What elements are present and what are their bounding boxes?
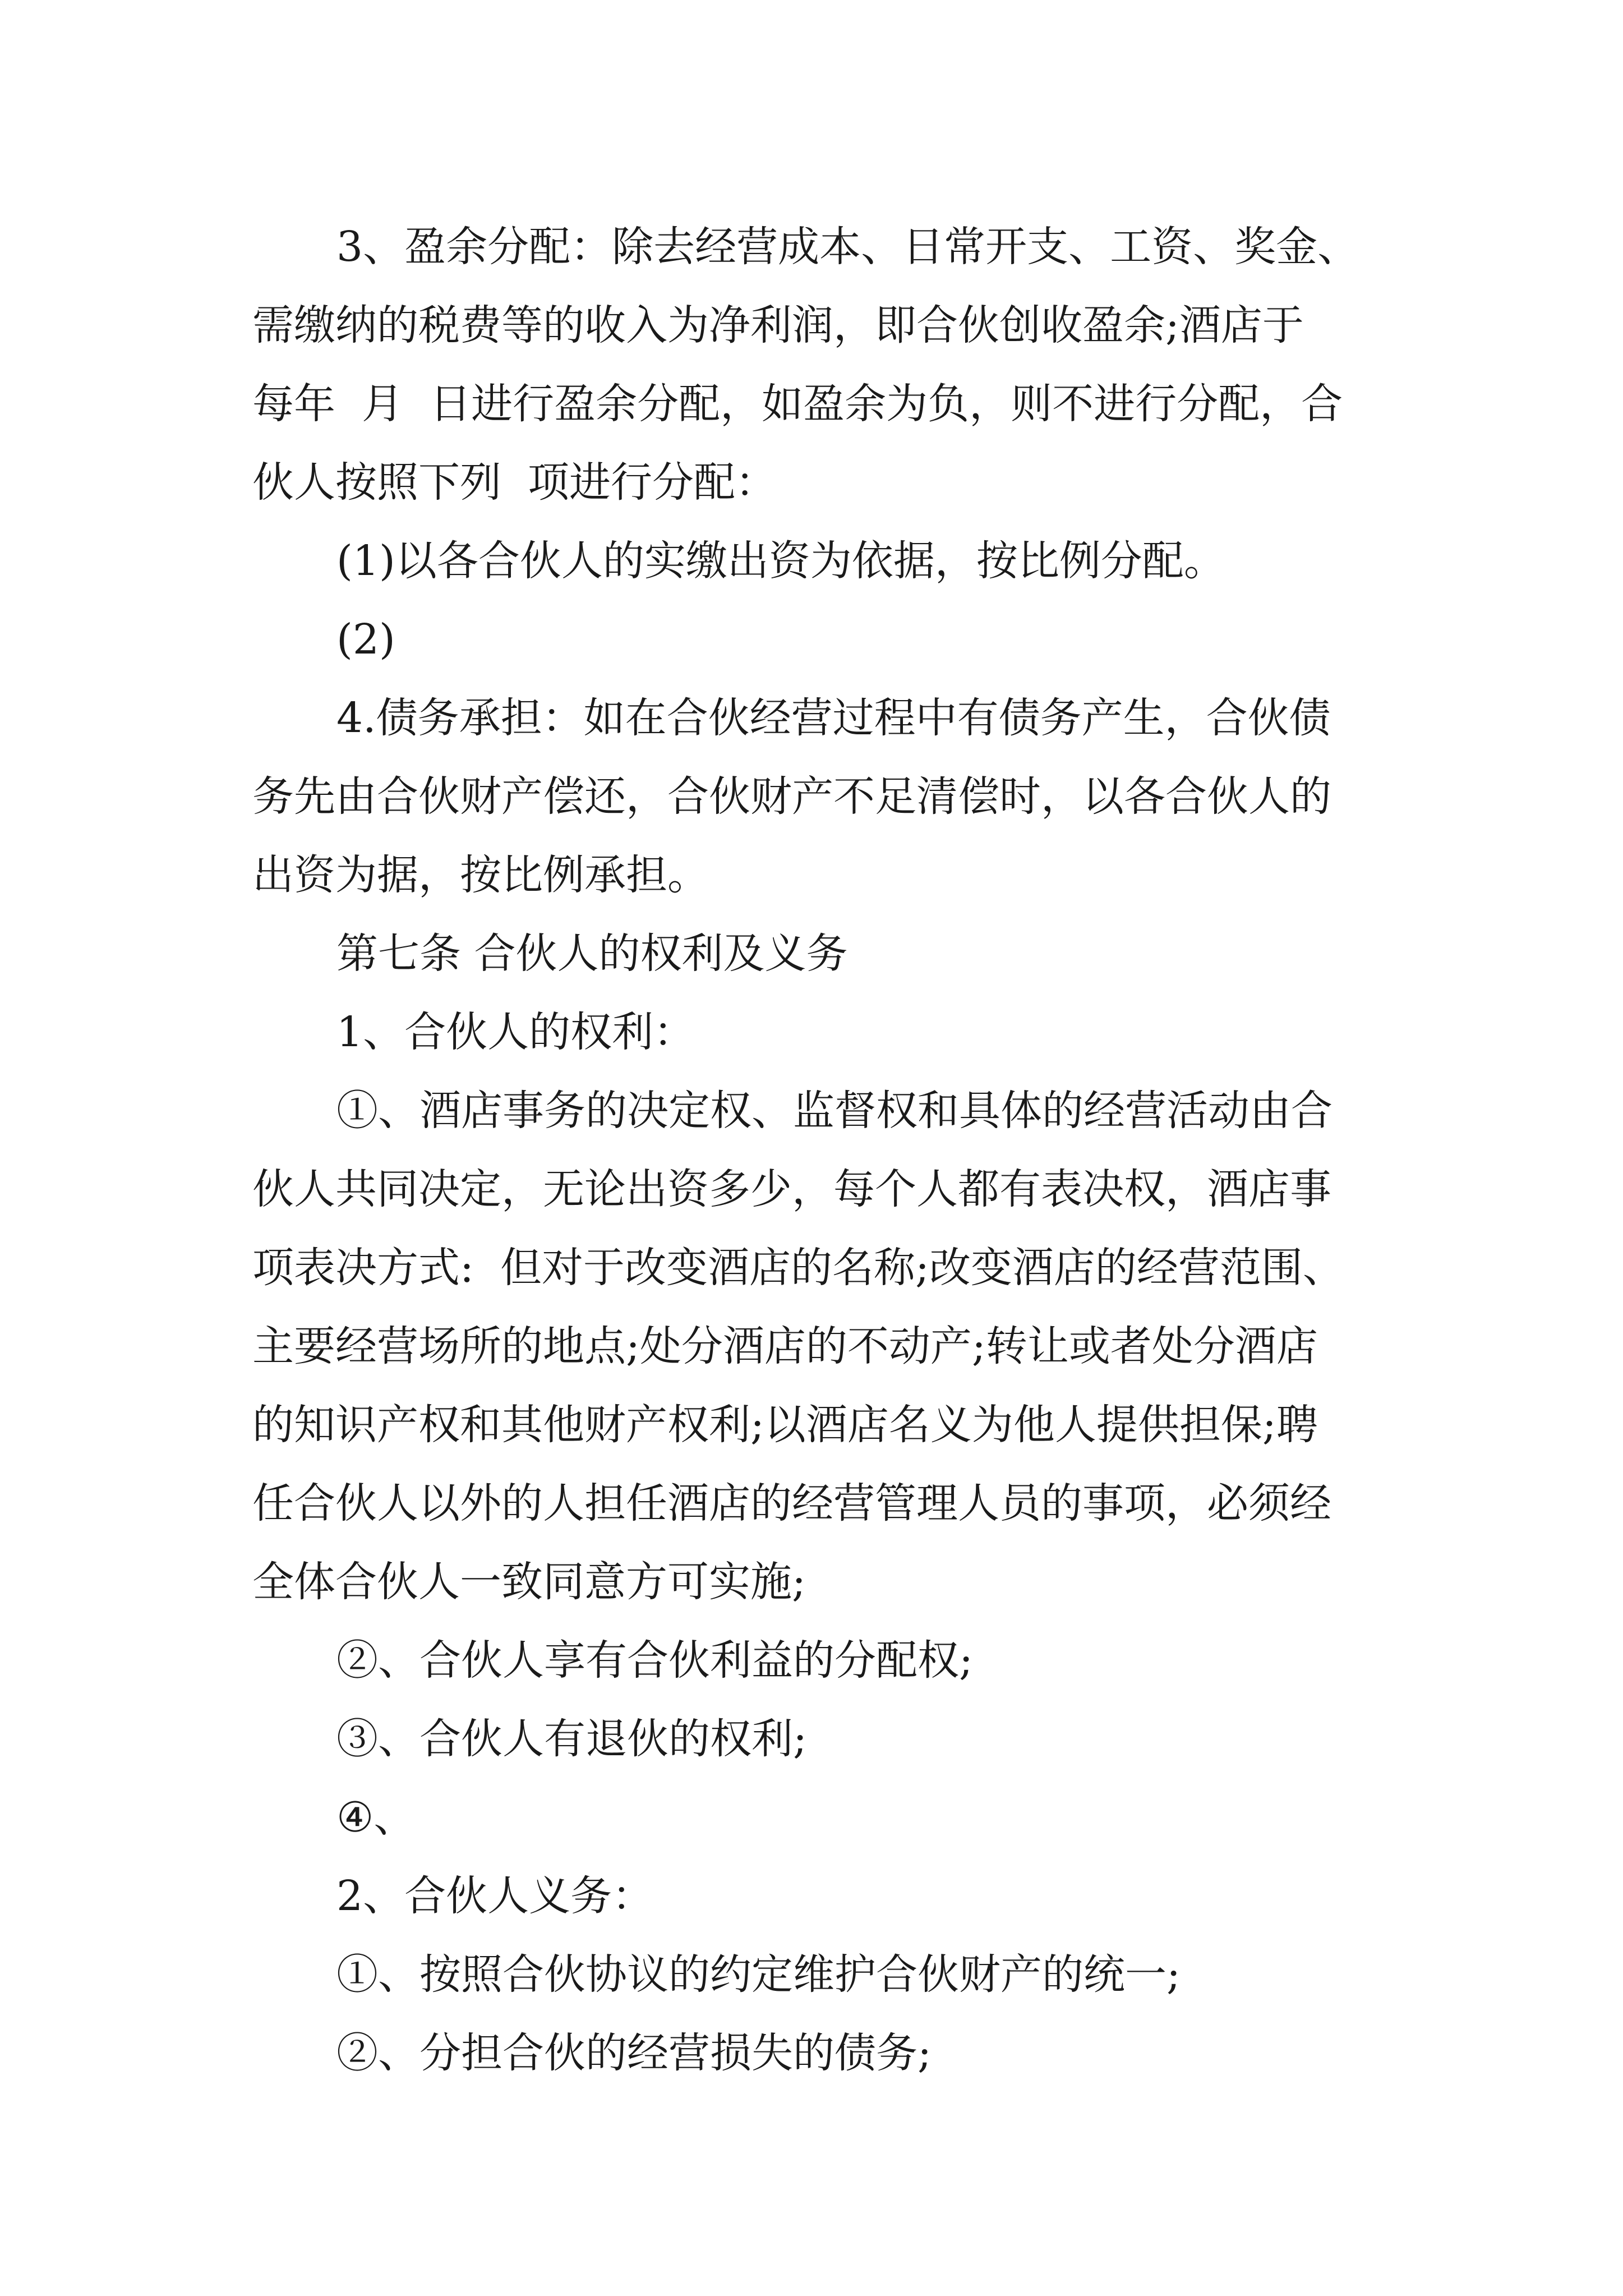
paragraph-line: (1)以各合伙人的实缴出资为依据，按比例分配。 (336, 537, 1225, 585)
paragraph-line: ②、合伙人享有合伙利益的分配权; (336, 1636, 973, 1685)
paragraph-line: 伙人按照下列 项进行分配： (252, 458, 777, 507)
paragraph-line: 出资为据，按比例承担。 (252, 851, 709, 899)
paragraph-line: 伙人共同决定，无论出资多少，每个人都有表决权，酒店事 (252, 1165, 1331, 1213)
paragraph-line: 任合伙人以外的人担任酒店的经营管理人员的事项，必须经 (252, 1479, 1331, 1527)
paragraph-line: 项表决方式: 但对于改变酒店的名称;改变酒店的经营范围、 (252, 1244, 1344, 1292)
paragraph-line: 主要经营场所的地点;处分酒店的不动产;转让或者处分酒店 (252, 1322, 1318, 1370)
paragraph-line: 4.债务承担：如在合伙经营过程中有债务产生，合伙债 (336, 694, 1331, 742)
paragraph-line: 1、合伙人的权利： (336, 1008, 695, 1056)
paragraph-line: 的知识产权和其他财产权利;以酒店名义为他人提供担保;聘 (252, 1401, 1318, 1449)
paragraph-line: ④、 (336, 1793, 416, 1842)
paragraph-line: ①、酒店事务的决定权、监督权和具体的经营活动由合 (336, 1087, 1332, 1135)
paragraph-line: ③、合伙人有退伙的权利; (336, 1715, 807, 1763)
section-heading: 第七条 合伙人的权利及义务 (336, 930, 848, 978)
paragraph-line: 每年 月 日进行盈余分配，如盈余为负，则不进行分配，合 (252, 380, 1343, 428)
paragraph-line: ①、按照合伙协议的约定维护合伙财产的统一; (336, 1950, 1181, 1999)
paragraph-line: 务先由合伙财产偿还，合伙财产不足清偿时，以各合伙人的 (252, 772, 1331, 821)
paragraph-line: 3、盈余分配：除去经营成本、日常开支、工资、奖金、 (336, 223, 1359, 271)
paragraph-line: (2) (336, 615, 395, 664)
paragraph-line: 2、合伙人义务： (336, 1872, 654, 1920)
paragraph-line: 全体合伙人一致同意方可实施; (252, 1558, 806, 1606)
paragraph-line: ②、分担合伙的经营损失的债务; (336, 2029, 932, 2077)
paragraph-line: 需缴纳的税费等的收入为净利润，即合伙创收盈余;酒店于 (252, 301, 1304, 349)
